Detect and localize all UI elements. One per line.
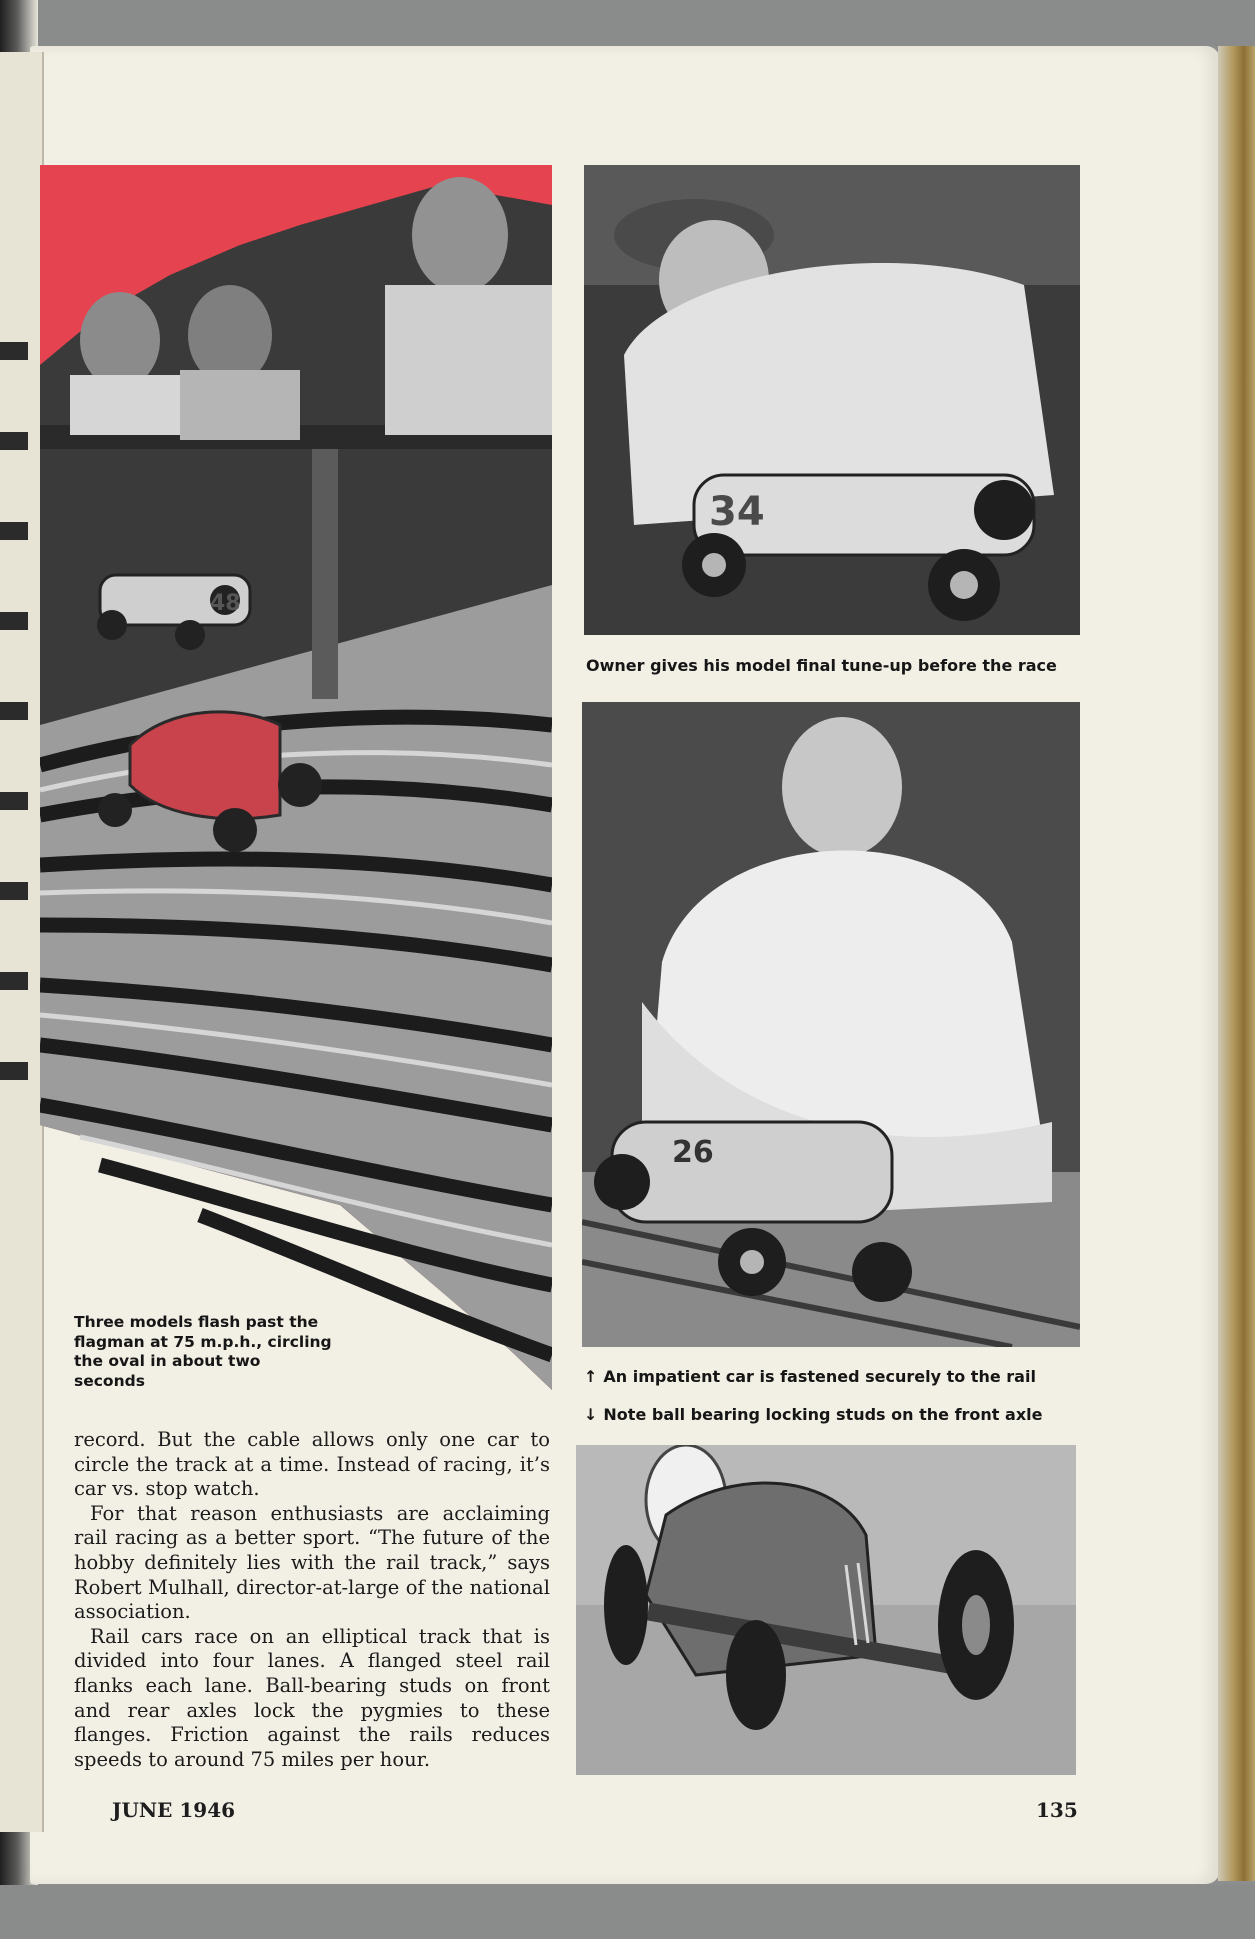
car-number-48: 48 [210,591,241,616]
article-paragraph: Rail cars race on an elliptical track that is divided into four lanes. A flanged steel rail flanks each lane. Ball-bearing studs on front and rear axles lock the pygmies to these flanges. Friction against the rails reduces speeds to around 75 miles per hour. [74,1624,550,1771]
caption-race: Three models flash past the flagman at 75 m.p.h., circling the oval in about two seconds [74,1313,332,1390]
car-closeup-photo [576,1445,1076,1775]
issue-date: JUNE 1946 [112,1798,236,1822]
caption-bearing [584,1405,1084,1425]
down-arrow-icon: ↓ [584,1405,598,1424]
car-number-26: 26 [672,1135,714,1170]
up-arrow-icon: ↑ [584,1367,598,1386]
race-track-illustration [40,165,552,1390]
tune-up-photo [584,165,1080,635]
caption-bearing-text: Note ball bearing locking studs on the front axle [603,1405,1043,1424]
caption-fastened-text: An impatient car is fastened securely to the rail [603,1367,1036,1386]
facing-page-edge [0,52,44,1832]
caption-fastened [584,1367,1084,1387]
car-number-34: 34 [709,489,765,535]
caption-tune-up: Owner gives his model final tune-up before the race [586,656,1057,675]
race-track-photo [40,165,552,1390]
scan-background-top [0,0,1255,46]
article-paragraph: record. But the cable allows only one car to circle the track at a time. Instead of racing, it’s car vs. stop watch. [74,1428,550,1501]
scan-background-bottom [0,1885,1255,1939]
fence-post [312,449,338,699]
page-number: 135 [1036,1798,1078,1822]
article-body [74,1428,550,1772]
kneeling-owner-photo [582,702,1080,1347]
article-paragraph: For that reason enthusiasts are acclaiming rail racing as a better sport. “The future of the hobby definitely lies with the rail track,” says Robert Mulhall, director-at-large of the national association. [74,1501,550,1624]
book-binding [1218,46,1255,1881]
